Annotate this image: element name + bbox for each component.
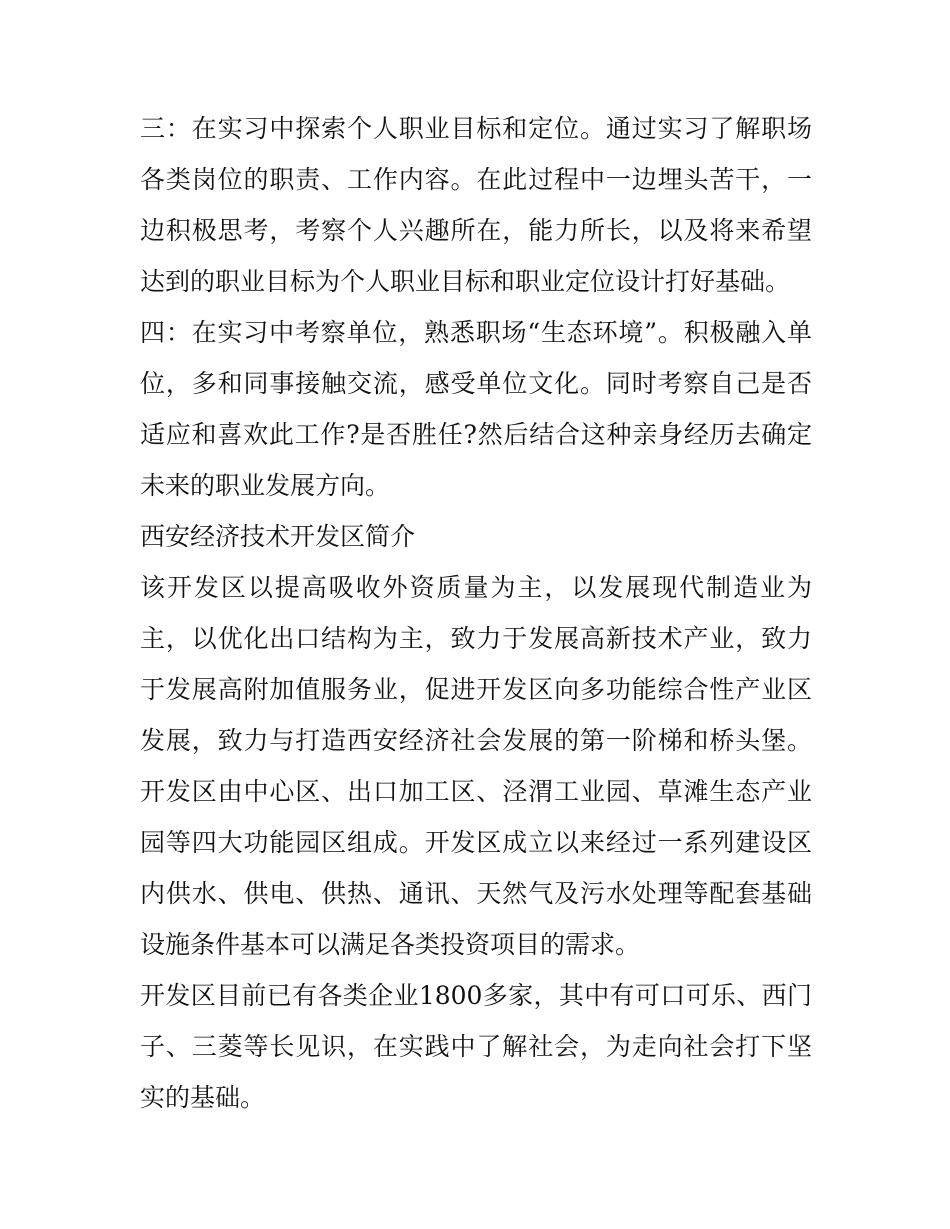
section-heading: 西安经济技术开发区简介 — [140, 522, 416, 551]
paragraph-career-goals: 三：在实习中探索个人职业目标和定位。通过实习了解职场各类岗位的职责、工作内容。在此过程中一边埋头苦干，一边积极思考，考察个人兴趣所在，能力所长，以及将来希望达到的职业目标为个人职业目标和职业定位设计打好基础。 — [140, 114, 812, 296]
document-body — [140, 103, 812, 1123]
paragraph-development-zone: 该开发区以提高吸收外资质量为主，以发展现代制造业为主，以优化出口结构为主，致力于发展高新技术产业，致力于发展高附加值服务业，促进开发区向多功能综合性产业区发展，致力与打造西安经济社会发展的第一阶梯和桥头堡。开发区由中心区、出口加工区、泾渭工业园、草滩生态产业园等四大功能园区组成。开发区成立以来经过一系列建设区内供水、供电、供热、通讯、天然气及污水处理等配套基础设施条件基本可以满足各类投资项目的需求。 — [140, 573, 812, 959]
paragraph-workplace-environment: 四：在实习中考察单位，熟悉职场“生态环境”。积极融入单位，多和同事接触交流，感受单位文化。同时考察自己是否适应和喜欢此工作?是否胜任?然后结合这种亲身经历去确定未来的职业发展方向。 — [140, 318, 812, 500]
paragraph-enterprises: 开发区目前已有各类企业1800多家，其中有可口可乐、西门子、三菱等长见识，在实践中了解社会，为走向社会打下坚实的基础。 — [140, 981, 812, 1112]
